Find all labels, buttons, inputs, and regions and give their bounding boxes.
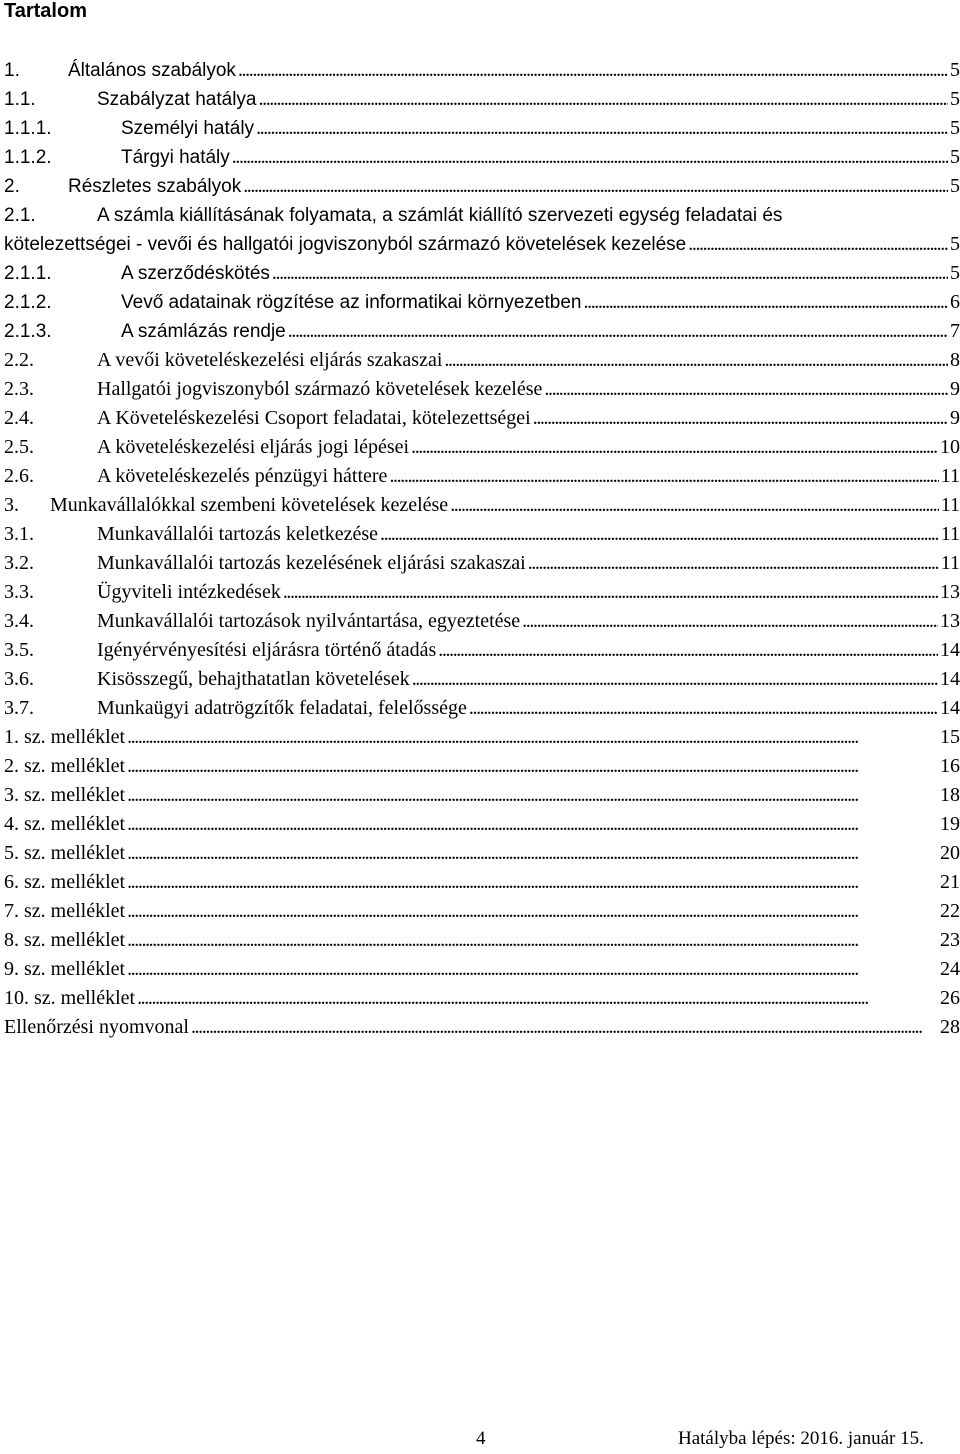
toc-entry-title: Hallgatói jogviszonyból származó követelések kezelése xyxy=(97,378,543,400)
toc-entry-title: Személyi hatály xyxy=(121,118,255,139)
toc-entry-page-number: 11 xyxy=(940,523,960,545)
toc-entry-number: 2.2. xyxy=(4,349,34,371)
dot-leader xyxy=(232,143,948,172)
dot-leader xyxy=(137,984,938,1013)
toc-entry-title: A Követeléskezelési Csoport feladatai, kötelezettségei xyxy=(97,407,531,429)
toc-entry-page-number: 14 xyxy=(940,668,960,690)
toc-entry-title: 2. sz. melléklet xyxy=(4,755,126,777)
toc-entry[interactable] xyxy=(4,607,960,636)
toc-entry-number: 3.2. xyxy=(4,552,34,574)
toc-entry-page-number: 6 xyxy=(950,291,960,313)
toc-entry[interactable] xyxy=(4,143,960,172)
dot-leader xyxy=(584,288,949,317)
toc-entry-title: Általános szabályok xyxy=(68,60,236,81)
toc-entry[interactable] xyxy=(4,781,960,810)
dot-leader xyxy=(127,781,938,810)
dot-leader xyxy=(688,230,948,259)
toc-entry-title: Tárgyi hatály xyxy=(121,147,230,168)
toc-entry-title: Kisösszegű, behajthatatlan követelések xyxy=(97,668,410,690)
toc-entry-page-number: 11 xyxy=(940,494,960,516)
toc-entry-number: 1.1.2. xyxy=(4,147,52,168)
dot-leader xyxy=(238,56,948,85)
toc-entry[interactable] xyxy=(4,288,960,317)
toc-entry-page-number: 5 xyxy=(950,88,960,110)
toc-entry-number: 2.1.2. xyxy=(4,292,52,313)
toc-entry-page-number: 11 xyxy=(940,552,960,574)
dot-leader xyxy=(259,85,949,114)
dot-leader xyxy=(411,433,938,462)
dot-leader xyxy=(283,578,938,607)
dot-leader xyxy=(544,375,948,404)
dot-leader xyxy=(469,694,938,723)
dot-leader xyxy=(533,404,948,433)
dot-leader xyxy=(380,520,939,549)
toc-entry-page-number: 13 xyxy=(940,581,960,603)
toc-entry-page-number: 7 xyxy=(950,320,960,342)
toc-entry-title: Munkavállalói tartozás keletkezése xyxy=(97,523,378,545)
toc-title: Tartalom xyxy=(4,0,87,22)
toc-entry[interactable] xyxy=(4,752,960,781)
toc-entry[interactable] xyxy=(4,810,960,839)
toc-entry[interactable] xyxy=(4,868,960,897)
toc-entry-title: 4. sz. melléklet xyxy=(4,813,126,835)
toc-entry-page-number: 5 xyxy=(950,146,960,168)
table-of-contents xyxy=(4,56,960,1042)
toc-entry-page-number: 5 xyxy=(950,175,960,197)
dot-leader xyxy=(191,1013,938,1042)
toc-entry-page-number: 26 xyxy=(940,987,960,1009)
toc-entry[interactable] xyxy=(4,404,960,433)
toc-entry-title: 1. sz. melléklet xyxy=(4,726,126,748)
toc-entry[interactable] xyxy=(4,926,960,955)
toc-entry[interactable] xyxy=(4,549,960,578)
toc-entry-title: Ügyviteli intézkedések xyxy=(97,581,281,603)
toc-entry-title: Munkaügyi adatrögzítők feladatai, felelőssége xyxy=(97,697,467,719)
toc-entry-page-number: 18 xyxy=(940,784,960,806)
toc-entry-page-number: 8 xyxy=(950,349,960,371)
toc-entry[interactable] xyxy=(4,259,960,288)
toc-entry-title: A szerződéskötés xyxy=(121,263,270,284)
dot-leader xyxy=(127,897,938,926)
toc-entry-title: A vevői követeléskezelési eljárás szakaszai xyxy=(97,349,443,371)
dot-leader xyxy=(127,955,938,984)
toc-entry[interactable] xyxy=(4,1013,960,1042)
toc-entry-title: 8. sz. melléklet xyxy=(4,929,126,951)
toc-entry-title: A követeléskezelési eljárás jogi lépései xyxy=(97,436,410,458)
toc-entry[interactable] xyxy=(4,433,960,462)
toc-entry-page-number: 28 xyxy=(940,1016,960,1038)
dot-leader xyxy=(389,462,938,491)
toc-entry-title: 10. sz. melléklet xyxy=(4,987,136,1009)
toc-entry-number: 3.6. xyxy=(4,668,34,690)
toc-entry-number: 2.1.1. xyxy=(4,263,52,284)
toc-entry-number: 3.5. xyxy=(4,639,34,661)
dot-leader xyxy=(127,839,938,868)
dot-leader xyxy=(444,346,948,375)
toc-entry-title: 5. sz. melléklet xyxy=(4,842,126,864)
toc-entry-page-number: 9 xyxy=(950,407,960,429)
dot-leader xyxy=(522,607,938,636)
toc-entry-page-number: 16 xyxy=(940,755,960,777)
toc-entry-number: 3. xyxy=(4,494,19,516)
toc-entry-title: 7. sz. melléklet xyxy=(4,900,126,922)
dot-leader xyxy=(127,868,938,897)
toc-entry-number: 1.1. xyxy=(4,89,36,110)
dot-leader xyxy=(243,172,948,201)
dot-leader xyxy=(272,259,948,288)
toc-entry-title: 6. sz. melléklet xyxy=(4,871,126,893)
toc-entry-number: 2.6. xyxy=(4,465,34,487)
toc-entry-title: Munkavállalói tartozás kezelésének eljárási szakaszai xyxy=(97,552,526,574)
toc-entry-number: 3.7. xyxy=(4,697,34,719)
toc-entry[interactable] xyxy=(4,839,960,868)
toc-entry-page-number: 15 xyxy=(940,726,960,748)
dot-leader xyxy=(412,665,938,694)
toc-entry-number: 1.1.1. xyxy=(4,118,52,139)
toc-entry[interactable] xyxy=(4,636,960,665)
toc-entry-title: kötelezettségei - vevői és hallgatói jogviszonyból származó követelések kezelése xyxy=(4,234,687,255)
toc-entry-title: Ellenőrzési nyomvonal xyxy=(4,1016,189,1038)
dot-leader xyxy=(528,549,939,578)
toc-entry-number: 2.4. xyxy=(4,407,34,429)
toc-entry-title: A követeléskezelés pénzügyi háttere xyxy=(97,465,388,487)
dot-leader xyxy=(127,810,938,839)
dot-leader xyxy=(288,317,948,346)
toc-entry[interactable] xyxy=(4,665,960,694)
toc-entry-title: A számla kiállításának folyamata, a számlát kiállító szervezeti egység feladatai és xyxy=(97,205,783,226)
toc-entry-page-number: 5 xyxy=(950,233,960,255)
toc-entry-title: 3. sz. melléklet xyxy=(4,784,126,806)
toc-entry[interactable] xyxy=(4,897,960,926)
toc-entry-page-number: 19 xyxy=(940,813,960,835)
toc-entry[interactable] xyxy=(4,317,960,346)
toc-entry-page-number: 14 xyxy=(940,697,960,719)
toc-entry[interactable] xyxy=(4,85,960,114)
toc-entry-number: 2.1.3. xyxy=(4,321,52,342)
toc-entry-number: 3.1. xyxy=(4,523,34,545)
toc-entry-title: Igényérvényesítési eljárásra történő átadás xyxy=(97,639,437,661)
toc-entry-number: 2. xyxy=(4,176,20,197)
toc-entry-page-number: 10 xyxy=(940,436,960,458)
toc-entry-page-number: 5 xyxy=(950,117,960,139)
toc-entry-number: 2.3. xyxy=(4,378,34,400)
dot-leader xyxy=(438,636,938,665)
toc-entry-number: 3.3. xyxy=(4,581,34,603)
toc-entry-title: 9. sz. melléklet xyxy=(4,958,126,980)
dot-leader xyxy=(127,723,938,752)
toc-entry[interactable] xyxy=(4,984,960,1013)
toc-entry-page-number: 21 xyxy=(940,871,960,893)
toc-entry-page-number: 11 xyxy=(940,465,960,487)
toc-entry[interactable] xyxy=(4,578,960,607)
toc-entry[interactable] xyxy=(4,491,960,520)
toc-entry-title: Részletes szabályok xyxy=(68,176,242,197)
toc-entry-page-number: 20 xyxy=(940,842,960,864)
toc-entry-title: A számlázás rendje xyxy=(121,321,286,342)
footer-page-number: 4 xyxy=(476,1428,486,1449)
toc-entry[interactable] xyxy=(4,56,960,85)
toc-entry[interactable] xyxy=(4,955,960,984)
toc-entry-page-number: 24 xyxy=(940,958,960,980)
toc-entry[interactable] xyxy=(4,520,960,549)
dot-leader xyxy=(256,114,948,143)
toc-entry[interactable] xyxy=(4,201,960,259)
toc-entry-page-number: 14 xyxy=(940,639,960,661)
toc-entry-page-number: 5 xyxy=(950,262,960,284)
dot-leader xyxy=(450,491,939,520)
toc-entry[interactable] xyxy=(4,172,960,201)
toc-entry-number: 2.5. xyxy=(4,436,34,458)
toc-entry[interactable] xyxy=(4,346,960,375)
toc-entry[interactable] xyxy=(4,462,960,491)
toc-entry-page-number: 5 xyxy=(950,59,960,81)
toc-entry-page-number: 13 xyxy=(940,610,960,632)
toc-entry[interactable] xyxy=(4,694,960,723)
toc-entry-title: Munkavállalói tartozások nyilvántartása, egyeztetése xyxy=(97,610,521,632)
toc-entry[interactable] xyxy=(4,375,960,404)
toc-entry-number: 2.1. xyxy=(4,205,36,226)
toc-entry-title: Szabályzat hatálya xyxy=(97,89,257,110)
toc-entry-page-number: 23 xyxy=(940,929,960,951)
toc-entry-number: 3.4. xyxy=(4,610,34,632)
toc-entry[interactable] xyxy=(4,114,960,143)
dot-leader xyxy=(127,752,938,781)
toc-entry-page-number: 22 xyxy=(940,900,960,922)
toc-entry-page-number: 9 xyxy=(950,378,960,400)
footer-effective-date: Hatályba lépés: 2016. január 15. xyxy=(678,1428,924,1449)
toc-entry-number: 1. xyxy=(4,60,20,81)
toc-entry[interactable] xyxy=(4,723,960,752)
toc-entry-title: Munkavállalókkal szembeni követelések kezelése xyxy=(50,494,449,516)
toc-entry-title: Vevő adatainak rögzítése az informatikai környezetben xyxy=(121,292,582,313)
dot-leader xyxy=(127,926,938,955)
